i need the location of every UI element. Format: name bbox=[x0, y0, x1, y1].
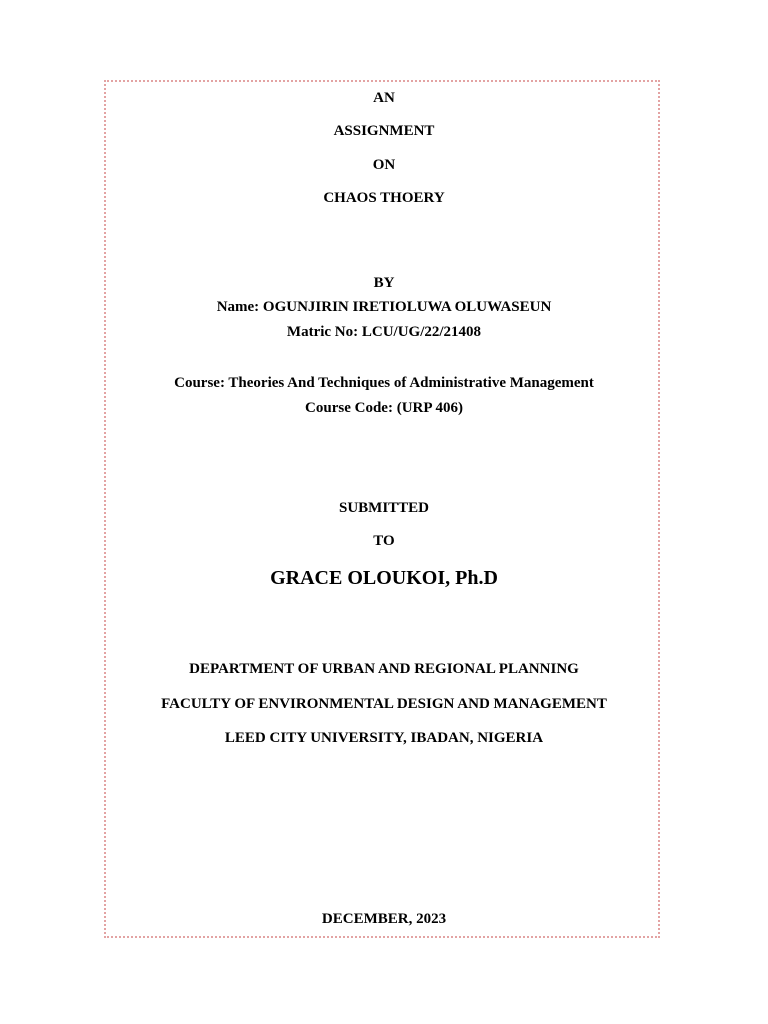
course-title: Course: Theories And Techniques of Administrative Management bbox=[174, 375, 594, 391]
title-line-assignment: ASSIGNMENT bbox=[333, 123, 435, 139]
university-name: LEED CITY UNIVERSITY, IBADAN, NIGERIA bbox=[224, 730, 544, 746]
author-name: Name: OGUNJIRIN IRETIOLUWA OLUWASEUN bbox=[216, 299, 552, 315]
author-by: BY bbox=[373, 275, 395, 291]
to-label: TO bbox=[373, 533, 395, 549]
title-line-on: ON bbox=[372, 157, 396, 173]
department-name: DEPARTMENT OF URBAN AND REGIONAL PLANNING bbox=[189, 661, 579, 677]
title-line-an: AN bbox=[373, 90, 395, 106]
faculty-name: FACULTY OF ENVIRONMENTAL DESIGN AND MANAGEMENT bbox=[161, 696, 607, 712]
supervisor-name: GRACE OLOUKOI, Ph.D bbox=[270, 567, 498, 589]
submitted-label: SUBMITTED bbox=[338, 500, 430, 516]
title-line-topic: CHAOS THOERY bbox=[323, 190, 445, 206]
course-code: Course Code: (URP 406) bbox=[305, 400, 463, 416]
author-matric: Matric No: LCU/UG/22/21408 bbox=[286, 324, 482, 340]
submission-date: DECEMBER, 2023 bbox=[321, 911, 447, 927]
